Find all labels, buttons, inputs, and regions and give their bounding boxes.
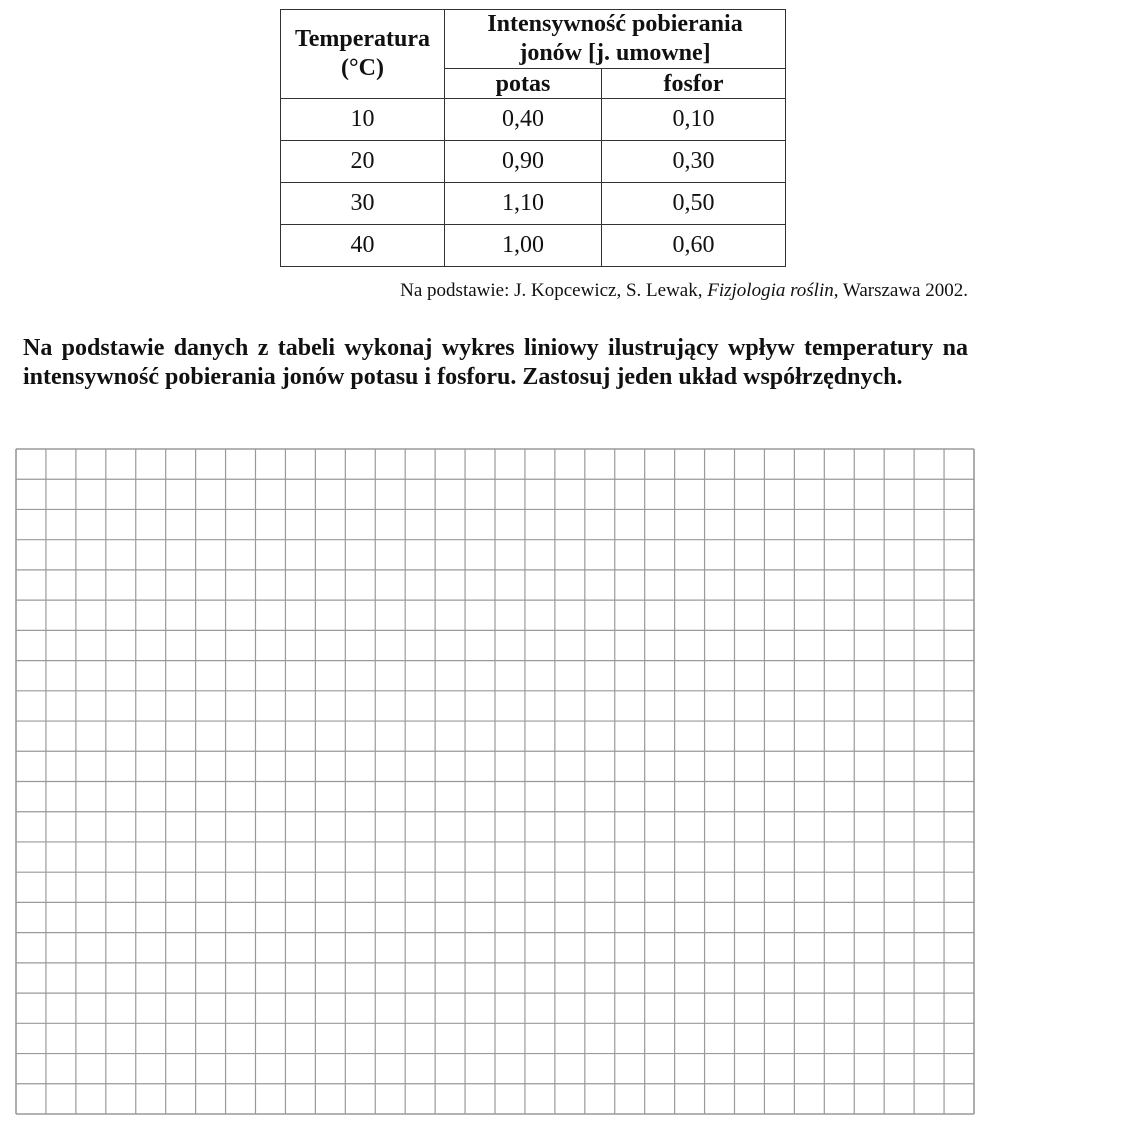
table-row: [281, 225, 786, 267]
header-temperature-label: Temperatura: [294, 26, 431, 52]
cell-phosphorus: 0,30: [602, 141, 786, 183]
data-table: [280, 9, 786, 267]
header-intensity-line2: jonów [j. umowne]: [519, 40, 711, 66]
cell-phosphorus: 0,50: [602, 183, 786, 225]
table-row: [281, 183, 786, 225]
cell-temperature: 10: [281, 99, 445, 141]
task-instruction: Na podstawie danych z tabeli wykonaj wykres liniowy ilustrujący wpływ temperatury na intensywność pobierania jonów potasu i fosforu. Zastosuj jeden układ współrzędnych.: [23, 335, 968, 390]
source-prefix: Na podstawie: J. Kopcewicz, S. Lewak,: [400, 280, 708, 301]
cell-temperature: 40: [281, 225, 445, 267]
cell-potassium: 1,00: [445, 225, 602, 267]
header-intensity-line1: Intensywność pobierania: [487, 11, 743, 37]
header-intensity: [445, 10, 786, 69]
cell-potassium: 1,10: [445, 183, 602, 225]
graph-paper-grid[interactable]: [15, 448, 975, 1115]
table-row: [281, 99, 786, 141]
cell-temperature: 30: [281, 183, 445, 225]
cell-potassium: 0,90: [445, 141, 602, 183]
cell-phosphorus: 0,10: [602, 99, 786, 141]
cell-potassium: 0,40: [445, 99, 602, 141]
source-citation: [400, 280, 968, 302]
header-potassium: potas: [445, 69, 602, 99]
table-row: [281, 141, 786, 183]
header-temperature-unit: (°C): [341, 55, 384, 81]
source-title: Fizjologia roślin: [707, 280, 834, 301]
cell-temperature: 20: [281, 141, 445, 183]
source-suffix: , Warszawa 2002.: [833, 280, 968, 301]
header-temperature: [281, 10, 445, 99]
cell-phosphorus: 0,60: [602, 225, 786, 267]
header-phosphorus: fosfor: [602, 69, 786, 99]
